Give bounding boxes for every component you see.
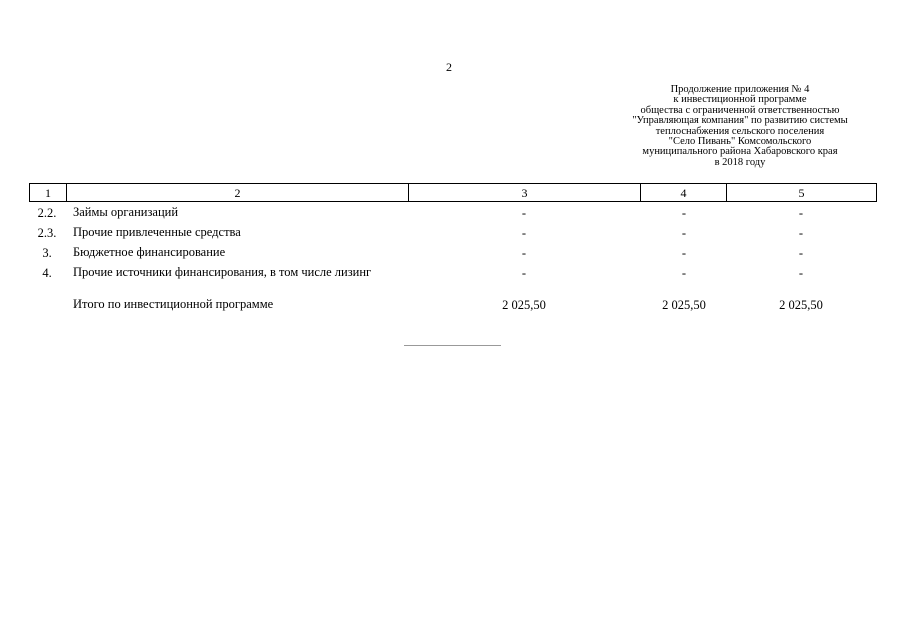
row-value-col4: - (681, 206, 687, 220)
row-value-col3: - (521, 246, 527, 260)
appendix-line: общества с ограниченной ответственностью (640, 104, 840, 116)
table-row (29, 246, 874, 266)
table-row (29, 226, 874, 246)
header-cell: 2 (67, 184, 409, 202)
table-row (29, 266, 874, 298)
row-value-col4: - (681, 226, 687, 240)
appendix-caption (596, 85, 884, 168)
row-name: Бюджетное финансирование (73, 245, 226, 259)
row-number: 3. (42, 246, 52, 260)
row-value-col4: - (681, 246, 687, 260)
row-value-col4: 2 025,50 (662, 298, 706, 312)
row-value-col5: - (798, 226, 804, 240)
row-value-col4: - (681, 266, 687, 280)
header-cell: 3 (409, 184, 641, 202)
row-value-col3: - (521, 206, 527, 220)
row-value-col3: - (521, 266, 527, 280)
table-row-total (29, 298, 874, 318)
table-row (29, 206, 874, 226)
header-cell: 5 (727, 184, 877, 202)
end-separator-line (404, 345, 501, 346)
financing-rows (29, 206, 874, 318)
appendix-line: муниципального района Хабаровского края (642, 146, 838, 158)
appendix-line: Продолжение приложения № 4 (670, 84, 810, 95)
row-value-col3: 2 025,50 (502, 298, 546, 312)
row-value-col5: - (798, 246, 804, 260)
header-cell: 1 (30, 184, 67, 202)
appendix-line: "Управляющая компания" по развитию системы (632, 115, 848, 127)
appendix-line: теплоснабжения сельского поселения (655, 125, 825, 137)
appendix-line: к инвестиционной программе (673, 94, 807, 106)
appendix-line: "Село Пивань" Комсомольского (668, 136, 812, 148)
row-name: Прочие источники финансирования, в том числе лизинг (73, 265, 372, 279)
column-number-header (29, 183, 877, 202)
row-number: 4. (42, 266, 52, 280)
row-name: Прочие привлеченные средства (73, 225, 241, 239)
row-number: 2.2. (37, 206, 57, 220)
row-value-col5: - (798, 206, 804, 220)
header-cell: 4 (641, 184, 727, 202)
row-number: 2.3. (37, 226, 57, 240)
appendix-line: в 2018 году (714, 156, 766, 168)
row-value-col5: - (798, 266, 804, 280)
row-value-col5: 2 025,50 (779, 298, 823, 312)
page-number: 2 (446, 60, 452, 74)
row-value-col3: - (521, 226, 527, 240)
row-name: Займы организаций (73, 205, 179, 219)
row-name: Итого по инвестиционной программе (73, 297, 274, 311)
